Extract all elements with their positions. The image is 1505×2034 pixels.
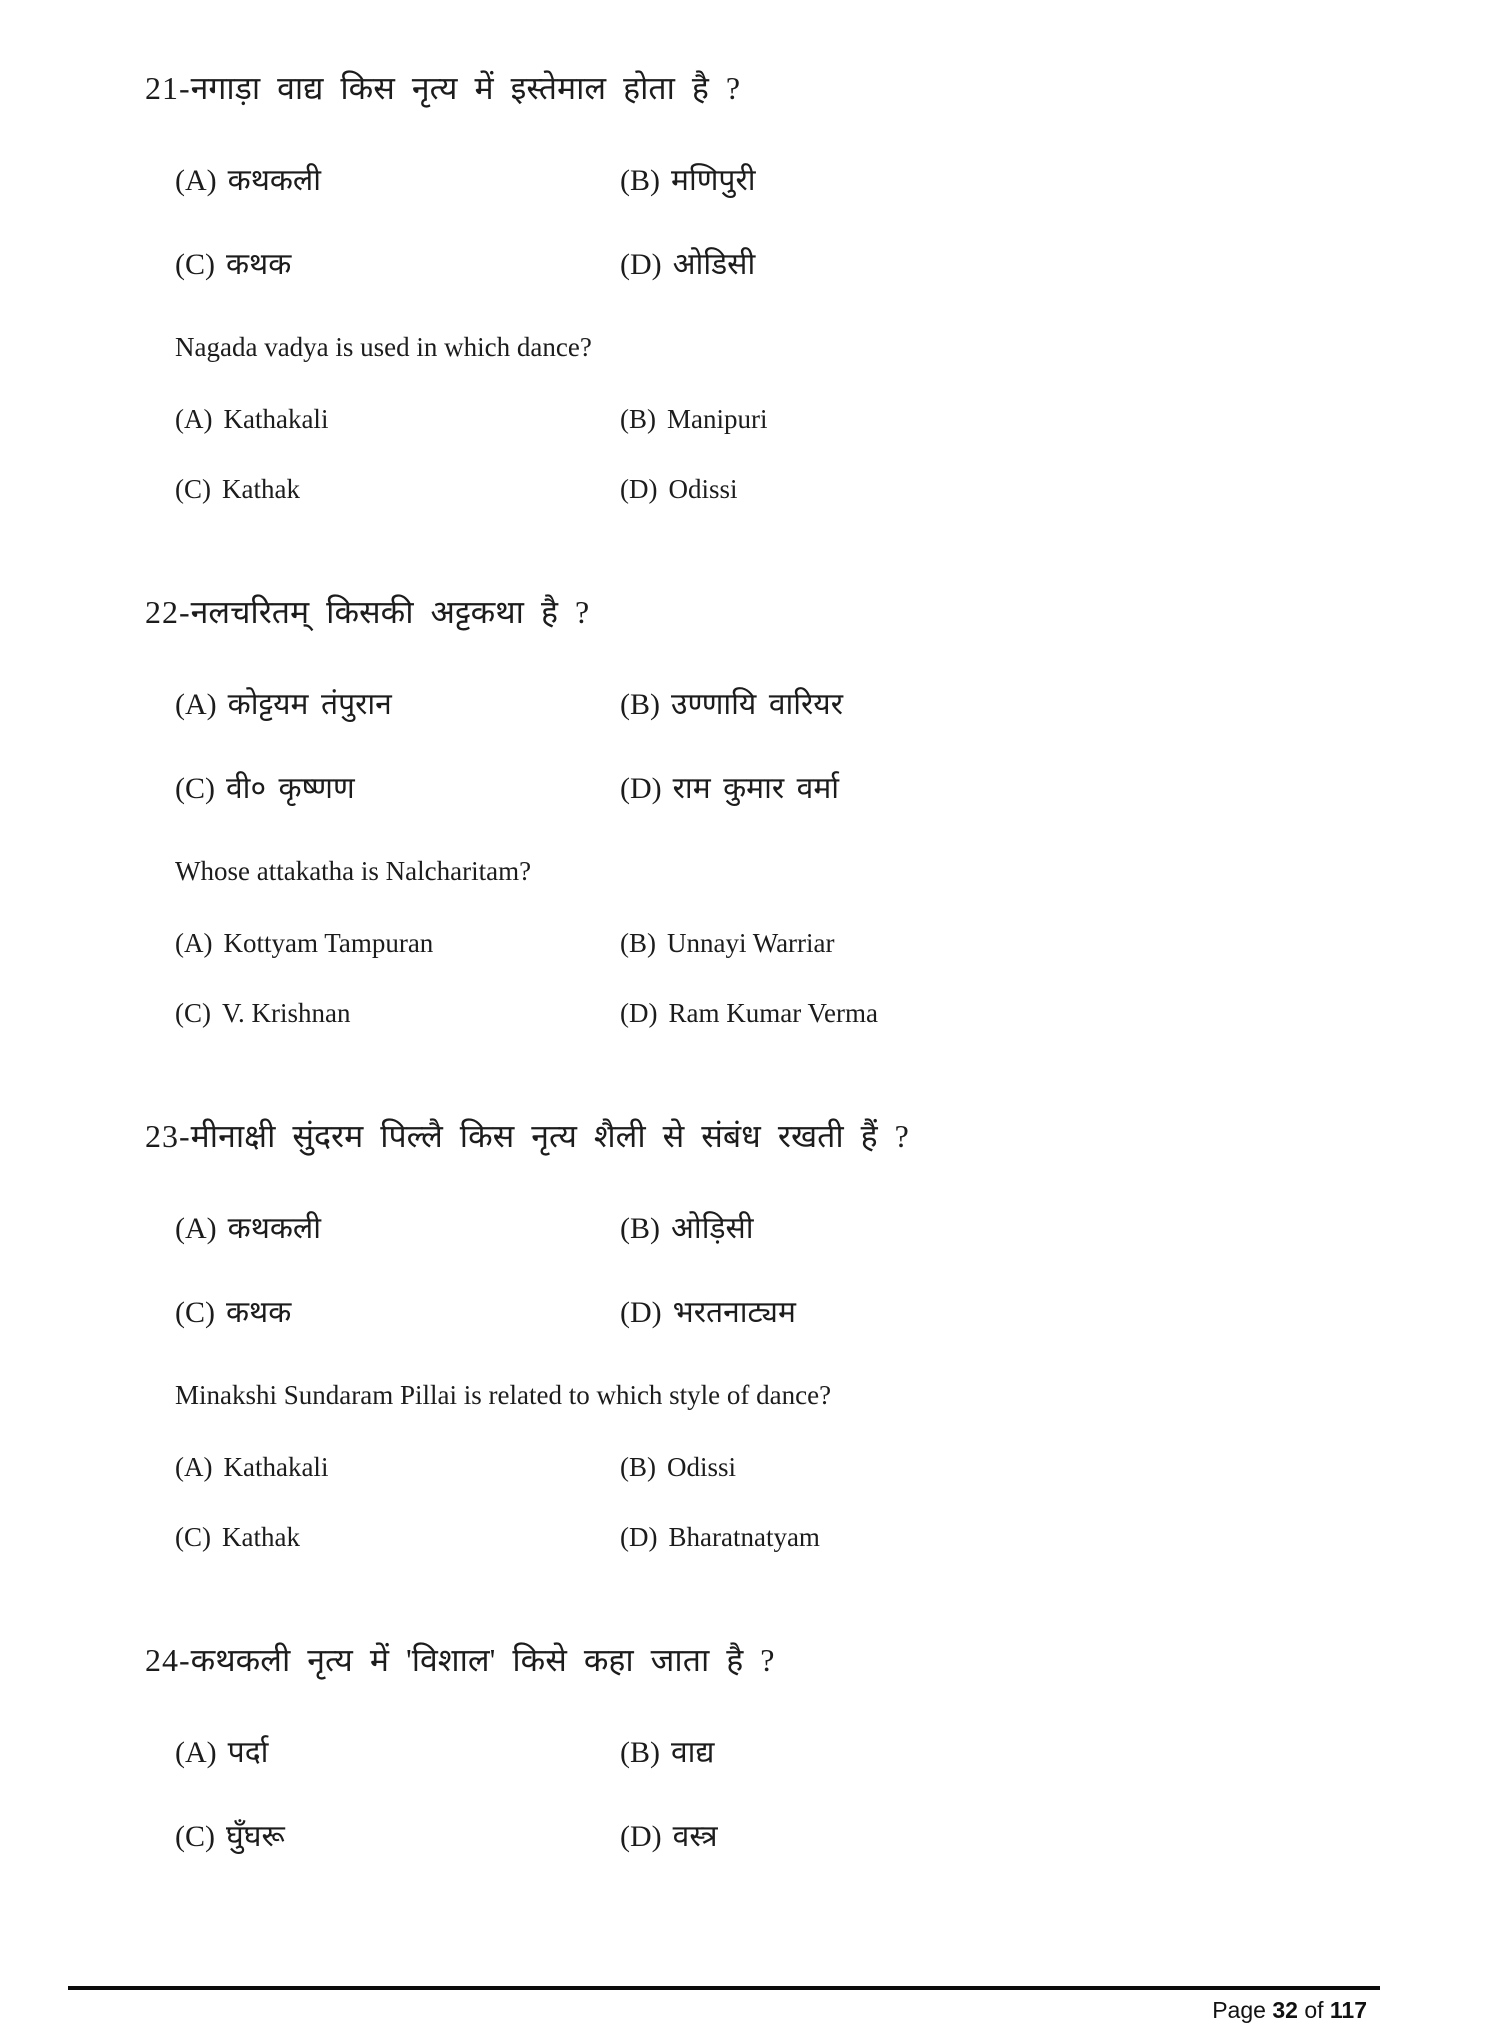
options-row bbox=[175, 242, 1505, 288]
option-text: वस्त्र bbox=[672, 1820, 718, 1853]
question-23-hindi-title bbox=[145, 1112, 1505, 1160]
option-a bbox=[175, 1730, 620, 1776]
footer-total-pages: 117 bbox=[1329, 1997, 1367, 2023]
option-d bbox=[620, 766, 839, 812]
option-d bbox=[620, 1290, 796, 1336]
option-text: Kathakali bbox=[223, 1452, 329, 1482]
option-label: (C) bbox=[175, 474, 211, 504]
page-footer bbox=[1212, 1997, 1367, 2024]
option-label: (B) bbox=[620, 1452, 656, 1482]
option-b bbox=[620, 158, 755, 204]
options-row bbox=[175, 1730, 1505, 1776]
option-label: (A) bbox=[175, 688, 217, 721]
option-b bbox=[620, 926, 835, 960]
footer-divider bbox=[68, 1986, 1380, 1990]
option-label: (A) bbox=[175, 1212, 217, 1245]
options-row bbox=[175, 996, 1505, 1030]
option-d bbox=[620, 996, 878, 1030]
option-text: Ram Kumar Verma bbox=[668, 998, 878, 1028]
question-21-english-title: Nagada vadya is used in which dance? bbox=[175, 332, 592, 362]
option-label: (B) bbox=[620, 928, 656, 958]
option-a bbox=[175, 402, 620, 436]
option-text: Kathakali bbox=[223, 404, 329, 434]
options-row bbox=[175, 402, 1505, 436]
option-a bbox=[175, 682, 620, 728]
option-text: Kottyam Tampuran bbox=[223, 928, 434, 958]
option-c bbox=[175, 1290, 620, 1336]
option-label: (D) bbox=[620, 474, 658, 504]
option-a bbox=[175, 1450, 620, 1484]
options-row bbox=[175, 1290, 1505, 1336]
option-label: (B) bbox=[620, 164, 660, 197]
options-row bbox=[175, 1814, 1505, 1860]
option-text: Kathak bbox=[222, 1522, 300, 1552]
option-c bbox=[175, 1814, 620, 1860]
option-text: Kathak bbox=[222, 474, 300, 504]
options-row bbox=[175, 1206, 1505, 1252]
option-text: वी० कृष्णण bbox=[226, 772, 355, 805]
options-row bbox=[175, 158, 1505, 204]
option-d bbox=[620, 242, 755, 288]
option-text: Odissi bbox=[667, 1452, 737, 1482]
option-label: (C) bbox=[175, 998, 211, 1028]
option-text: कथकली bbox=[227, 1212, 322, 1245]
question-number: 23- bbox=[145, 1118, 191, 1154]
footer-page-number: 32 bbox=[1272, 1997, 1298, 2023]
option-a bbox=[175, 1206, 620, 1252]
option-label: (B) bbox=[620, 688, 660, 721]
option-text: Manipuri bbox=[667, 404, 768, 434]
question-text-hindi: कथकली नृत्य में 'विशाल' किसे कहा जाता है ? bbox=[190, 1642, 775, 1678]
option-label: (D) bbox=[620, 1522, 658, 1552]
option-label: (D) bbox=[620, 1296, 662, 1329]
option-label: (D) bbox=[620, 772, 662, 805]
question-21-block bbox=[0, 64, 1505, 506]
question-21-hindi-title bbox=[145, 64, 1505, 112]
option-d bbox=[620, 1520, 820, 1554]
option-label: (C) bbox=[175, 1522, 211, 1552]
option-d bbox=[620, 1814, 718, 1860]
option-text: Unnayi Warriar bbox=[667, 928, 835, 958]
option-b bbox=[620, 1730, 714, 1776]
option-label: (A) bbox=[175, 928, 213, 958]
option-label: (B) bbox=[620, 1736, 660, 1769]
option-label: (C) bbox=[175, 248, 215, 281]
question-22-hindi-title bbox=[145, 588, 1505, 636]
question-text-hindi: मीनाक्षी सुंदरम पिल्लै किस नृत्य शैली से संबंध रखती हैं ? bbox=[190, 1118, 909, 1154]
option-text: उण्णायि वारियर bbox=[671, 688, 843, 721]
options-row bbox=[175, 766, 1505, 812]
option-text: Bharatnatyam bbox=[668, 1522, 820, 1552]
option-text: ओडिसी bbox=[672, 248, 756, 281]
option-text: राम कुमार वर्मा bbox=[672, 772, 840, 805]
option-b bbox=[620, 1206, 754, 1252]
option-text: मणिपुरी bbox=[671, 164, 756, 197]
question-text-hindi: नगाड़ा वाद्य किस नृत्य में इस्तेमाल होता है ? bbox=[190, 70, 741, 106]
question-22-english-title: Whose attakatha is Nalcharitam? bbox=[175, 856, 532, 886]
option-c bbox=[175, 472, 620, 506]
option-label: (A) bbox=[175, 404, 213, 434]
option-b bbox=[620, 402, 768, 436]
question-text-hindi: नलचरितम् किसकी अट्टकथा है ? bbox=[190, 594, 590, 630]
question-24-hindi-title bbox=[145, 1636, 1505, 1684]
option-text: ओड़िसी bbox=[671, 1212, 754, 1245]
option-c bbox=[175, 242, 620, 288]
option-a bbox=[175, 926, 620, 960]
option-text: V. Krishnan bbox=[222, 998, 351, 1028]
options-row bbox=[175, 926, 1505, 960]
option-label: (D) bbox=[620, 1820, 662, 1853]
question-23-english-title: Minakshi Sundaram Pillai is related to which style of dance? bbox=[175, 1380, 832, 1410]
question-22-block bbox=[0, 588, 1505, 1030]
option-text: वाद्य bbox=[671, 1736, 715, 1769]
option-label: (D) bbox=[620, 998, 658, 1028]
option-text: कथक bbox=[226, 1296, 292, 1329]
options-row bbox=[175, 1450, 1505, 1484]
question-number: 22- bbox=[145, 594, 191, 630]
footer-page-word: Page bbox=[1212, 1997, 1266, 2023]
question-24-block bbox=[0, 1636, 1505, 1860]
option-label: (A) bbox=[175, 1452, 213, 1482]
option-text: Odissi bbox=[668, 474, 738, 504]
question-number: 21- bbox=[145, 70, 191, 106]
option-label: (D) bbox=[620, 248, 662, 281]
option-label: (A) bbox=[175, 164, 217, 197]
option-label: (C) bbox=[175, 772, 215, 805]
options-row bbox=[175, 1520, 1505, 1554]
option-b bbox=[620, 682, 843, 728]
option-label: (C) bbox=[175, 1296, 215, 1329]
option-c bbox=[175, 996, 620, 1030]
question-23-block bbox=[0, 1112, 1505, 1554]
option-label: (B) bbox=[620, 1212, 660, 1245]
option-b bbox=[620, 1450, 736, 1484]
option-label: (B) bbox=[620, 404, 656, 434]
option-d bbox=[620, 472, 738, 506]
option-label: (A) bbox=[175, 1736, 217, 1769]
option-c bbox=[175, 1520, 620, 1554]
option-text: भरतनाट्यम bbox=[672, 1296, 796, 1329]
options-row bbox=[175, 472, 1505, 506]
option-text: कथक bbox=[226, 248, 292, 281]
option-label: (C) bbox=[175, 1820, 215, 1853]
option-text: कथकली bbox=[227, 164, 322, 197]
option-c bbox=[175, 766, 620, 812]
footer-of-word: of bbox=[1304, 1997, 1324, 2023]
option-a bbox=[175, 158, 620, 204]
question-number: 24- bbox=[145, 1642, 191, 1678]
option-text: पर्दा bbox=[227, 1736, 269, 1769]
options-row bbox=[175, 682, 1505, 728]
option-text: घुँघरू bbox=[226, 1820, 285, 1853]
option-text: कोट्टयम तंपुरान bbox=[227, 688, 392, 721]
